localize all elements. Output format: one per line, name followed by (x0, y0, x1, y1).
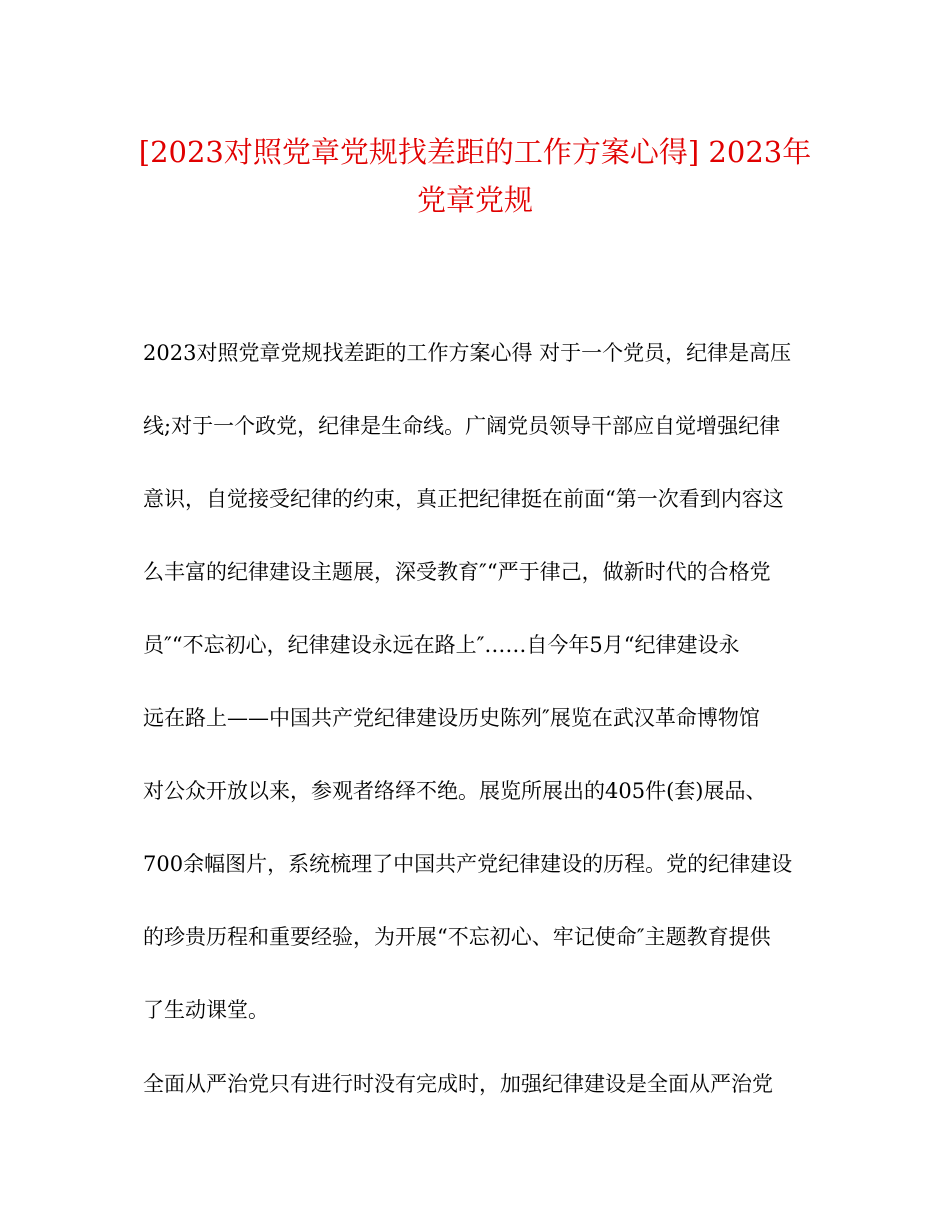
text-line: 700余幅图片，系统梳理了中国共产党纪律建设的历程。党的纪律建设 (143, 852, 793, 876)
text-line: 意识，自觉接受纪律的约束，真正把纪律挺在前面“第一次看到内容这 (143, 487, 784, 511)
document-title (0, 128, 950, 224)
text-line: 2023对照党章党规找差距的工作方案心得 对于一个党员，纪律是高压 (143, 341, 792, 365)
text-line: 么丰富的纪律建设主题展，深受教育″“严于律己，做新时代的合格党 (143, 560, 771, 584)
text-line: 对公众开放以来，参观者络绎不绝。展览所展出的405件(套)展品、 (143, 779, 767, 803)
text-line: 的珍贵历程和重要经验，为开展“不忘初心、牢记使命″主题教育提供 (143, 925, 771, 949)
text-line: 了生动课堂。 (143, 998, 269, 1022)
text-line: 员″“不忘初心，纪律建设永远在路上″……自今年5月“纪律建设永 (143, 633, 740, 657)
text-line: 全面从严治党只有进行时没有完成时，加强纪律建设是全面从严治党 (143, 1072, 773, 1096)
text-line: 线;对于一个政党，纪律是生命线。广阔党员领导干部应自觉增强纪律 (143, 414, 781, 438)
text-line: 远在路上——中国共产党纪律建设历史陈列″展览在武汉革命博物馆 (143, 706, 760, 730)
title-line-2: 党章党规 (416, 183, 533, 217)
title-line-1: [2023对照党章党规找差距的工作方案心得] 2023年 (138, 135, 812, 169)
